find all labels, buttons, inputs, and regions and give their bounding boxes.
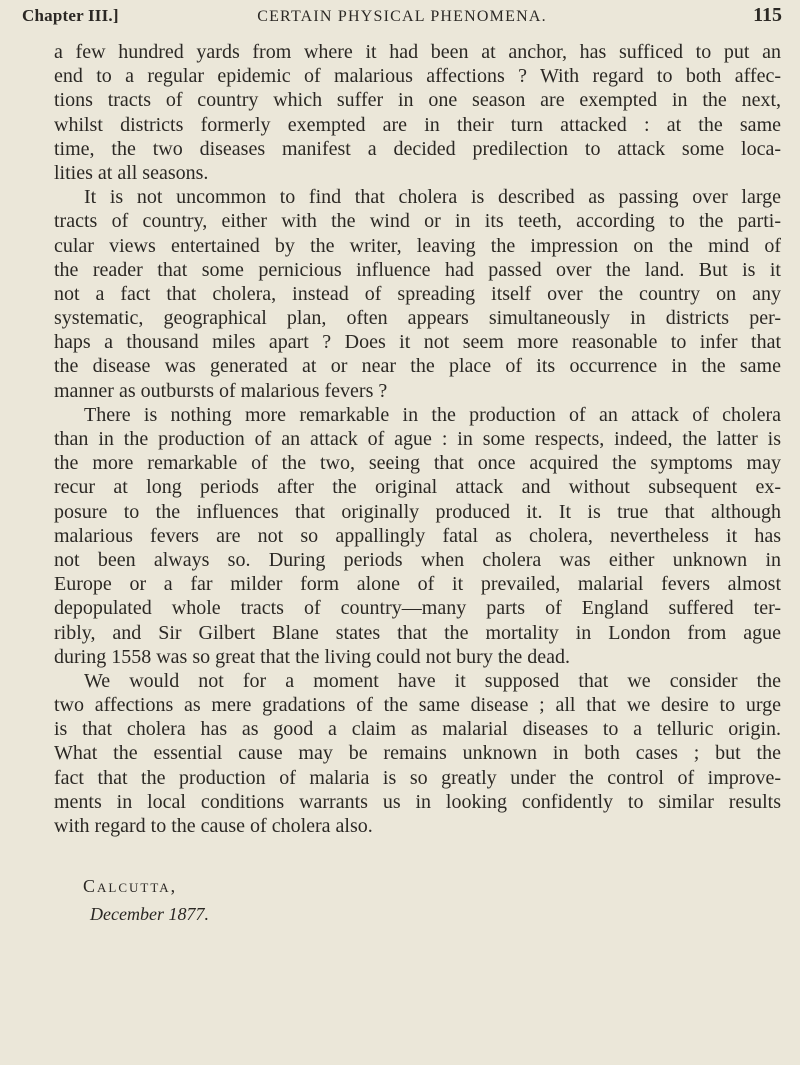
text-line: not a fact that cholera, instead of spreading itself over the country on any [54, 282, 781, 305]
text-line: end to a regular epidemic of malarious affections ? With regard to both affec- [54, 65, 781, 88]
text-line: with regard to the cause of cholera also. [54, 815, 373, 837]
paragraph [54, 40, 781, 185]
page-number: 115 [753, 4, 782, 26]
page-header [22, 4, 782, 36]
text-line: during 1558 was so great that the living could not bury the dead. [54, 645, 571, 668]
body-text [54, 40, 781, 838]
text-line: the more remarkable of the two, seeing that once acquired the symptoms may [54, 452, 781, 475]
text-line: ments in local conditions warrants us in looking confidently to similar results [54, 790, 781, 813]
text-line: There is nothing more remarkable in the production of an attack of cholera [84, 403, 781, 426]
text-line: than in the production of an attack of ague : in some respects, indeed, the latter is [54, 428, 781, 450]
text-line: ribly, and Sir Gilbert Blane states that the mortality in London from ague [54, 621, 781, 644]
text-line: two affections as mere gradations of the same disease ; all that we desire to urge [54, 694, 781, 717]
text-line: tions tracts of country which suffer in one season are exempted in the next, [54, 89, 781, 112]
text-line: is that cholera has as good a claim as malarial diseases to a telluric origin. [54, 718, 781, 741]
text-line: lities at all seasons. [54, 161, 209, 184]
text-line: fact that the production of malaria is so greatly under the control of improve- [54, 766, 781, 789]
text-line: the disease was generated at or near the place of its occurrence in the same [54, 355, 781, 378]
text-line: not been always so. During periods when cholera was either unknown in [54, 548, 781, 571]
running-title: CERTAIN PHYSICAL PHENOMENA. [257, 8, 547, 25]
paragraph [54, 403, 781, 669]
paragraph [54, 185, 781, 403]
text-line: cular views entertained by the writer, leaving the impression on the mind of [54, 234, 781, 257]
text-line: tracts of country, either with the wind or in its teeth, according to the parti- [54, 210, 781, 233]
text-line: What the essential cause may be remains unknown in both cases ; but the [54, 742, 781, 765]
text-line: recur at long periods after the original attack and without subsequent ex- [54, 476, 781, 499]
chapter-label: Chapter III.] [22, 6, 119, 25]
signoff-date: December 1877. [90, 904, 209, 924]
text-line: time, the two diseases manifest a decided predilection to attack some loca- [54, 137, 781, 160]
text-line: We would not for a moment have it supposed that we consider the [84, 669, 781, 692]
text-line: whilst districts formerly exempted are in their turn attacked : at the same [54, 113, 781, 136]
paragraph [54, 669, 781, 838]
text-line: a few hundred yards from where it had been at anchor, has sufficed to put an [54, 41, 781, 63]
text-line: Europe or a far milder form alone of it prevailed, malarial fevers almost [54, 573, 781, 596]
text-line: manner as outbursts of malarious fevers ? [54, 379, 388, 402]
text-line: systematic, geographical plan, often appears simultaneously in districts per- [54, 307, 781, 330]
text-line: the reader that some pernicious influence had passed over the land. But is it [54, 258, 781, 281]
text-line: posure to the influences that originally produced it. It is true that although [54, 500, 781, 523]
text-line: depopulated whole tracts of country—many parts of England suffered ter- [54, 597, 781, 620]
signoff-place: Calcutta, [83, 876, 178, 896]
text-line: It is not uncommon to find that cholera is described as passing over large [84, 186, 781, 209]
text-line: malarious fevers are not so appallingly fatal as cholera, nevertheless it has [54, 524, 781, 547]
signoff [83, 872, 209, 928]
text-line: haps a thousand miles apart ? Does it not seem more reasonable to infer that [54, 331, 781, 354]
